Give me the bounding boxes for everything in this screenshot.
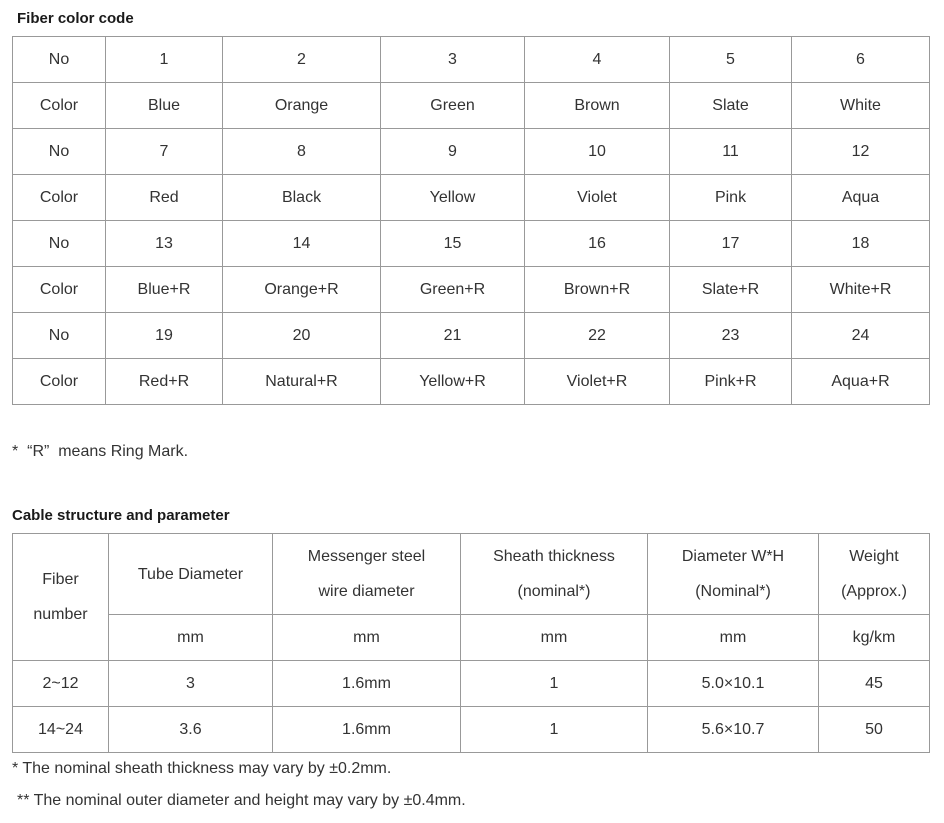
table-cell: 4 <box>525 37 670 83</box>
header-line: Diameter W*H <box>681 548 785 565</box>
header-line: Sheath thickness <box>493 548 615 565</box>
table-row <box>13 661 930 707</box>
table-cell: 1 <box>106 37 223 83</box>
table-cell: 23 <box>670 313 792 359</box>
header-cell-diameter-wh <box>648 534 819 615</box>
table-cell: 5.0×10.1 <box>648 661 819 707</box>
table-cell: 1.6mm <box>273 661 461 707</box>
table-cell: 20 <box>223 313 381 359</box>
table-cell: Orange <box>223 83 381 129</box>
table-cell: 1 <box>461 661 648 707</box>
table-row <box>13 313 930 359</box>
units-row <box>13 615 930 661</box>
table-row <box>13 707 930 753</box>
table-cell: 18 <box>792 221 930 267</box>
table-cell: 7 <box>106 129 223 175</box>
cable-structure-heading: Cable structure and parameter <box>12 507 230 524</box>
table-cell: 3 <box>381 37 525 83</box>
table-cell: 14~24 <box>13 707 109 753</box>
table-cell: 11 <box>670 129 792 175</box>
table-cell: 1 <box>461 707 648 753</box>
diameter-tolerance-note: ** The nominal outer diameter and height may vary by ±0.4mm. <box>17 792 466 809</box>
table-row <box>13 37 930 83</box>
unit-cell: mm <box>461 615 648 661</box>
ring-mark-note: * “R” means Ring Mark. <box>12 443 189 460</box>
header-line: Weight <box>849 548 899 565</box>
row-label-cell: No <box>13 37 106 83</box>
table-cell: Blue <box>106 83 223 129</box>
table-cell: Orange+R <box>223 267 381 313</box>
header-line: (Approx.) <box>841 583 907 600</box>
header-cell-weight <box>819 534 930 615</box>
header-line: Fiber <box>42 571 79 588</box>
header-cell-fiber-number <box>13 534 109 661</box>
unit-cell: mm <box>109 615 273 661</box>
table-cell: 8 <box>223 129 381 175</box>
header-line: wire diameter <box>318 583 415 600</box>
row-label-cell: Color <box>13 359 106 405</box>
table-row <box>13 221 930 267</box>
row-label-cell: Color <box>13 267 106 313</box>
table-cell: Natural+R <box>223 359 381 405</box>
table-cell: Brown+R <box>525 267 670 313</box>
table-cell: 5.6×10.7 <box>648 707 819 753</box>
table-cell: Green <box>381 83 525 129</box>
fiber-color-table <box>12 36 930 405</box>
header-line: (Nominal*) <box>695 583 771 600</box>
fiber-color-code-heading: Fiber color code <box>17 10 134 27</box>
table-row <box>13 175 930 221</box>
row-label-cell: Color <box>13 175 106 221</box>
header-line: number <box>33 606 88 623</box>
unit-cell: mm <box>273 615 461 661</box>
table-cell: 3 <box>109 661 273 707</box>
table-cell: 16 <box>525 221 670 267</box>
table-cell: 45 <box>819 661 930 707</box>
sheath-tolerance-note: * The nominal sheath thickness may vary by ±0.2mm. <box>12 760 392 777</box>
table-cell: Brown <box>525 83 670 129</box>
table-row <box>13 83 930 129</box>
unit-cell: kg/km <box>819 615 930 661</box>
table-cell: 3.6 <box>109 707 273 753</box>
table-cell: Violet <box>525 175 670 221</box>
table-cell: Green+R <box>381 267 525 313</box>
table-cell: Violet+R <box>525 359 670 405</box>
table-cell: Blue+R <box>106 267 223 313</box>
table-cell: 19 <box>106 313 223 359</box>
table-cell: 6 <box>792 37 930 83</box>
table-row <box>13 359 930 405</box>
header-line: (nominal*) <box>517 583 591 600</box>
table-header-row <box>13 534 930 615</box>
table-cell: Pink+R <box>670 359 792 405</box>
table-cell: White <box>792 83 930 129</box>
row-label-cell: No <box>13 129 106 175</box>
table-cell: Pink <box>670 175 792 221</box>
table-cell: 2~12 <box>13 661 109 707</box>
table-cell: 15 <box>381 221 525 267</box>
table-row <box>13 267 930 313</box>
table-cell: 22 <box>525 313 670 359</box>
table-cell: 17 <box>670 221 792 267</box>
header-cell-sheath <box>461 534 648 615</box>
table-cell: 10 <box>525 129 670 175</box>
table-cell: 12 <box>792 129 930 175</box>
table-cell: 14 <box>223 221 381 267</box>
cable-parameter-table <box>12 533 930 753</box>
header-cell-messenger <box>273 534 461 615</box>
table-cell: 50 <box>819 707 930 753</box>
table-cell: Black <box>223 175 381 221</box>
header-line: Messenger steel <box>307 548 426 565</box>
table-cell: Red+R <box>106 359 223 405</box>
table-cell: White+R <box>792 267 930 313</box>
table-cell: Red <box>106 175 223 221</box>
table-cell: Yellow+R <box>381 359 525 405</box>
row-label-cell: No <box>13 221 106 267</box>
header-cell-tube-diameter: Tube Diameter <box>109 534 273 615</box>
table-cell: Aqua <box>792 175 930 221</box>
table-cell: 1.6mm <box>273 707 461 753</box>
unit-cell: mm <box>648 615 819 661</box>
table-cell: Slate+R <box>670 267 792 313</box>
table-cell: 9 <box>381 129 525 175</box>
table-cell: Aqua+R <box>792 359 930 405</box>
row-label-cell: Color <box>13 83 106 129</box>
table-cell: Slate <box>670 83 792 129</box>
table-cell: 13 <box>106 221 223 267</box>
table-row <box>13 129 930 175</box>
table-cell: 24 <box>792 313 930 359</box>
table-cell: Yellow <box>381 175 525 221</box>
row-label-cell: No <box>13 313 106 359</box>
table-cell: 21 <box>381 313 525 359</box>
table-cell: 2 <box>223 37 381 83</box>
table-cell: 5 <box>670 37 792 83</box>
